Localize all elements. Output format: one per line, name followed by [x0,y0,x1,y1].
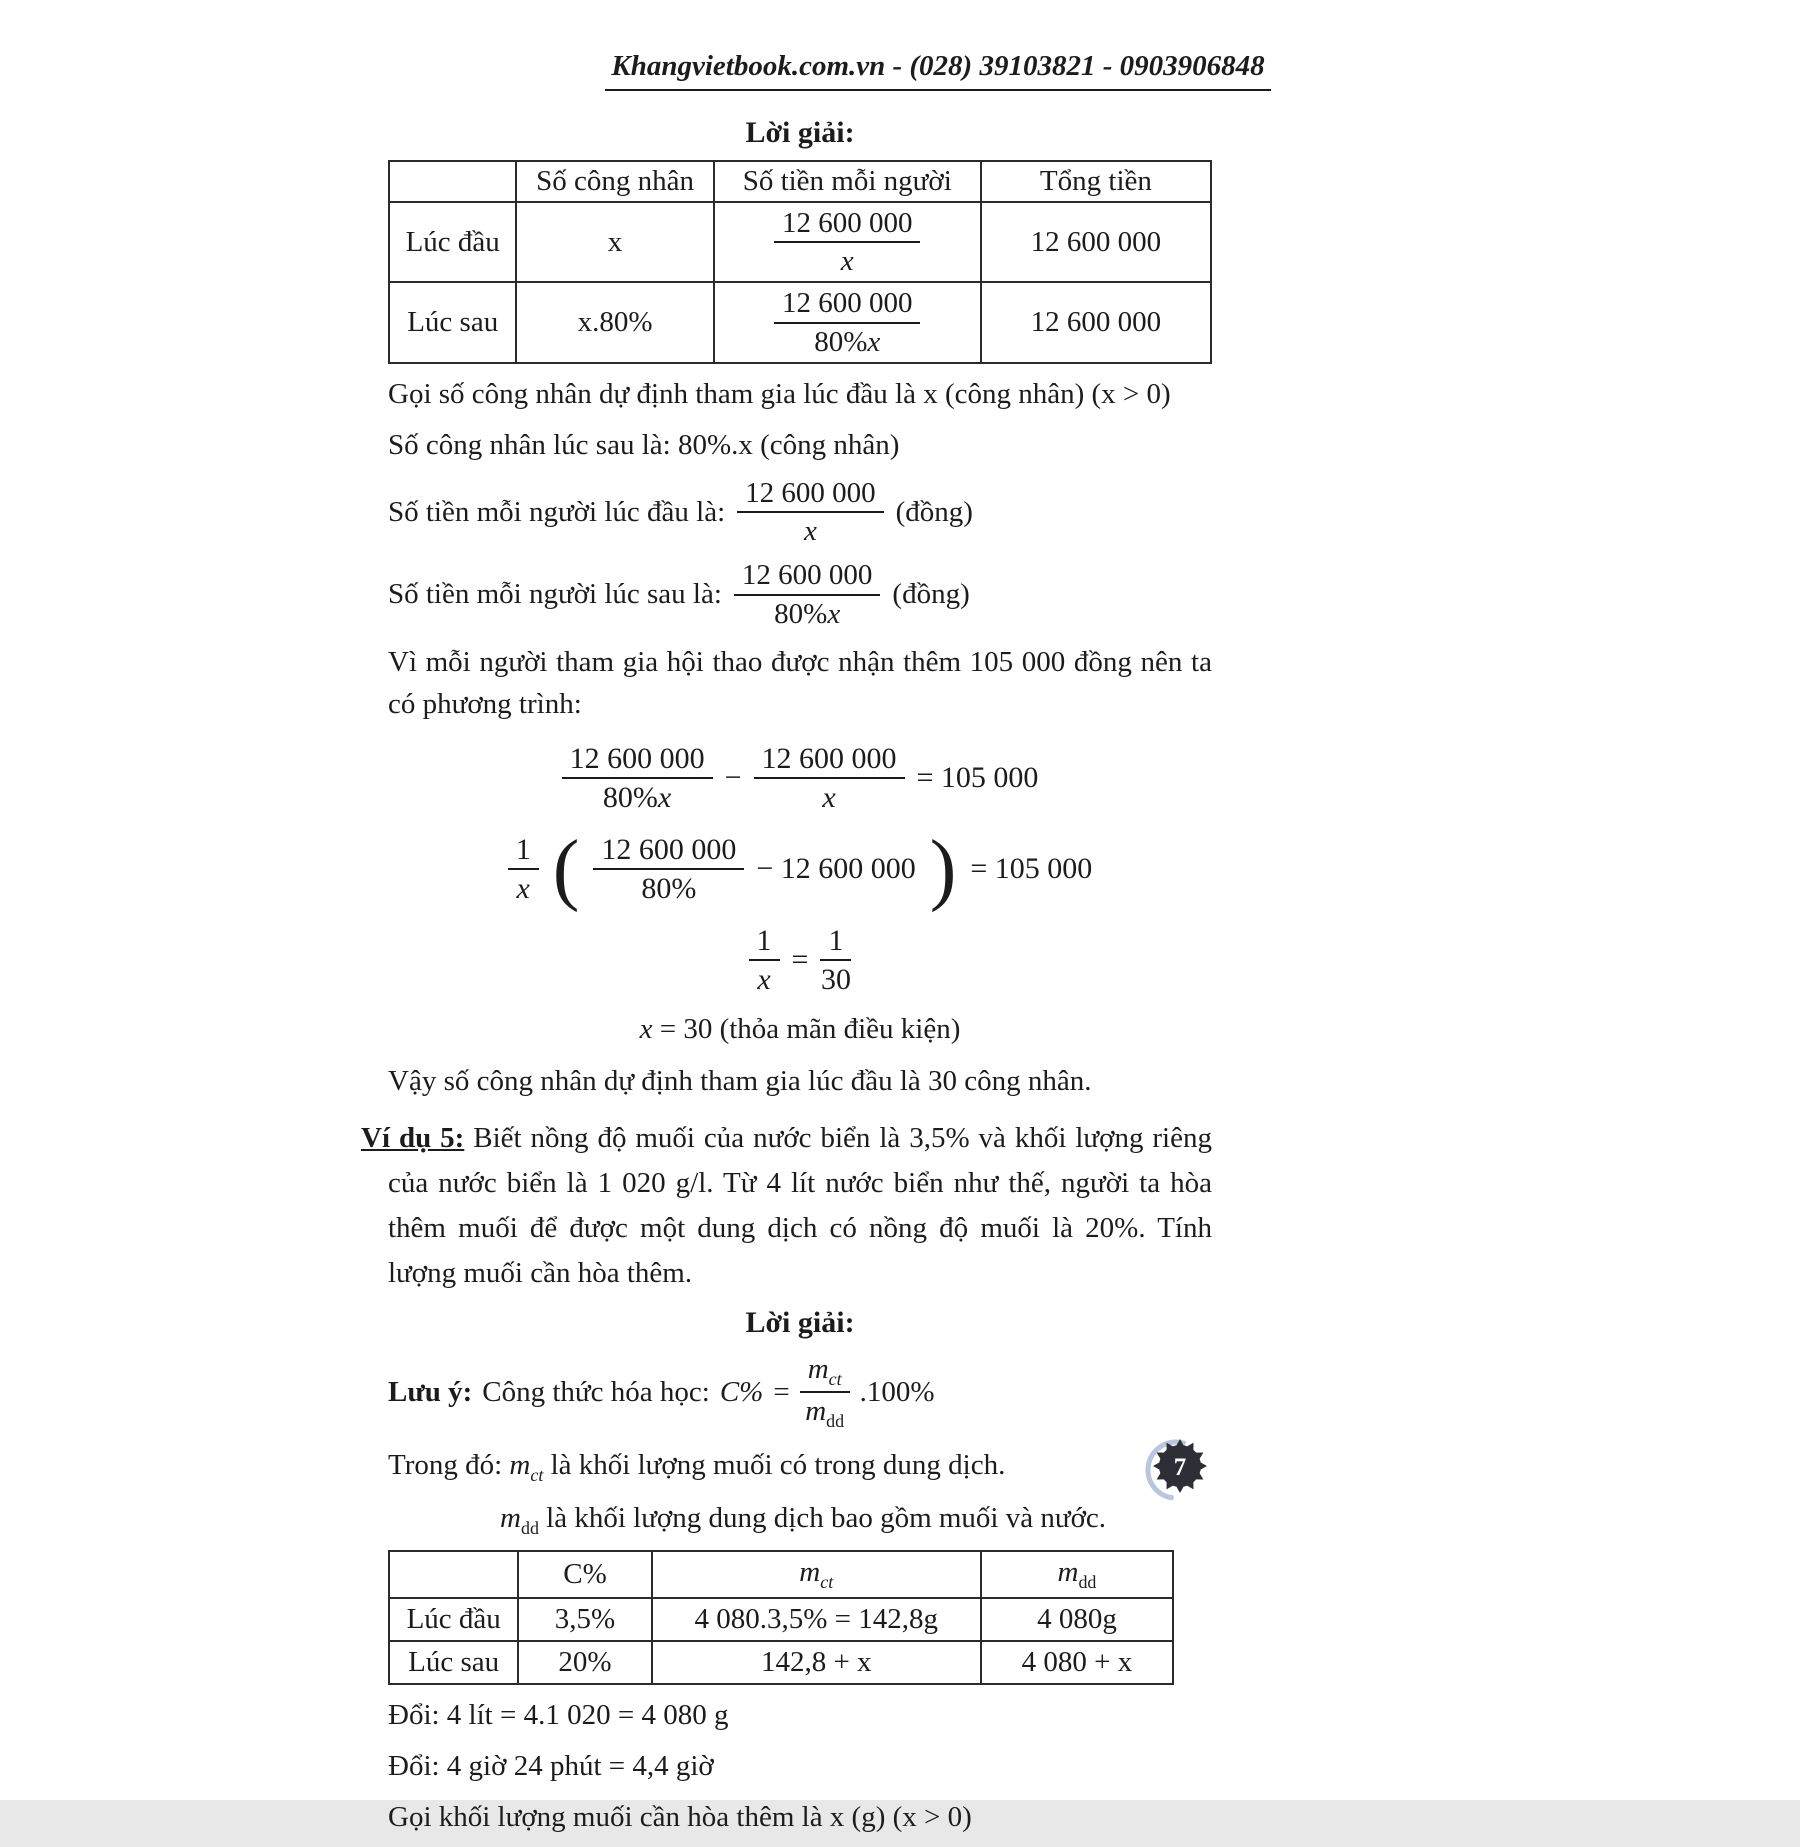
mass-symbol: m [500,1501,521,1534]
fraction: $\frac{12 600 000}{x}$ [737,476,884,548]
cell-workers: x.80% [516,282,713,362]
cell-concentration: 3,5% [518,1598,651,1641]
page-header [0,50,1800,91]
conversion-line-2: Đổi: 4 giờ 24 phút = 4,4 giờ [388,1749,714,1782]
mass-symbol: m [1057,1555,1079,1588]
paragraph: Vì mỗi người tham gia hội thao được nhận thêm 105 000 đồng nên ta có phương trình: [388,645,1212,720]
conclusion-paragraph: Vậy số công nhân dự định tham gia lúc đầu là 30 công nhân. [388,1065,1092,1098]
formula-lhs: C% [719,1375,764,1408]
solution-title-1: Lời giải: [745,116,855,149]
header-cell-empty [389,1551,518,1598]
fraction: $\frac{12 600 000}{80\%x}$ [774,286,921,358]
note-text: Công thức hóa học: [482,1375,710,1408]
assumption-line: Gọi khối lượng muối cần hòa thêm là x (g) (x > 0) [388,1800,972,1833]
row-label: Lúc sau [389,1641,518,1684]
fraction: $\frac{1}{x}$ [749,923,780,998]
equation-3 [388,923,1212,998]
paragraph: Số công nhân lúc sau là: 80%.x (công nhân) [388,428,900,461]
den-coefficient: 80% [814,325,868,358]
paragraph: Gọi số công nhân dự định tham gia lúc đầu là x (công nhân) (x > 0) [388,377,1171,410]
fraction: $\frac{12 600 000}{80\%x}$ [562,741,713,816]
equation-4 [388,1013,1212,1046]
example-5 [361,1116,1212,1296]
cell-concentration: 20% [518,1641,651,1684]
note-line [388,1352,1212,1432]
equation-2: $\frac{1}{x}$ ( $\frac{12 600 000}{80\%}$ − 12 600 000 ) = 105 000 [388,832,1212,907]
table-header-row [389,1551,1173,1598]
table-row [389,1641,1173,1684]
minus-term: − 12 600 000 [756,852,916,886]
fraction: $\frac{1}{30}$ [820,923,851,996]
where-text: là khối lượng dung dịch bao gồm muối và nước. [538,1501,1107,1534]
header-cell-workers: Số công nhân [516,161,713,202]
subscript: dd [520,1517,539,1538]
equation-rhs: = 105 000 [916,761,1039,795]
money-after-line [388,558,1212,630]
header-cell-empty [389,161,516,202]
example-label: Ví dụ 5: [361,1122,465,1155]
page-number: 7 [1173,1454,1187,1481]
cell-mct: 4 080.3,5% = 142,8g [652,1598,981,1641]
table-row [389,1598,1173,1641]
cell-total: 12 600 000 [981,202,1211,282]
cell-money-fraction [714,202,981,282]
line-suffix: (đồng) [892,578,970,611]
subscript: ct [820,1571,834,1592]
header-cell-mct [652,1551,981,1598]
line-prefix: Số tiền mỗi người lúc sau là: [388,578,722,611]
table-row [389,282,1211,362]
minus-operator: − [724,761,742,795]
page-number-badge [1146,1434,1214,1502]
den-variable: x [867,325,881,358]
page-content [361,112,1212,1847]
fraction: $\frac{12 600 000}{x}$ [774,206,921,278]
cell-total: 12 600 000 [981,282,1211,362]
line-suffix: (đồng) [895,495,973,528]
money-first-line [388,476,1212,548]
den-variable: x [657,781,672,815]
where-line-1 [388,1444,1212,1488]
equals-sign: = [791,942,809,976]
cell-mdd: 4 080 + x [981,1641,1173,1684]
conversion-line-1: Đổi: 4 lít = 4.1 020 = 4 080 g [388,1698,729,1731]
row-label: Lúc đầu [389,1598,518,1641]
fraction: $\frac{12 600 000}{80\%x}$ [734,558,881,630]
equation-result: = 30 (thỏa mãn điều kiện) [659,1013,961,1046]
solution-title-2: Lời giải: [745,1306,855,1340]
row-label: Lúc đầu [389,202,516,282]
where-prefix: Trong đó: [388,1449,503,1482]
line-prefix: Số tiền mỗi người lúc đầu là: [388,495,726,528]
where-text: là khối lượng muối có trong dung dịch. [543,1449,1006,1482]
subscript: ct [530,1464,544,1485]
header-text: Khangvietbook.com.vn - (028) 39103821 - 0903906848 [605,50,1270,91]
row-label: Lúc sau [389,282,516,362]
header-cell-mdd [981,1551,1173,1598]
cell-mdd: 4 080g [981,1598,1173,1641]
subscript: ct [828,1368,842,1389]
table-row [389,202,1211,282]
table-header-row [389,161,1211,202]
mass-symbol: m [509,1449,531,1482]
header-cell-money-each: Số tiền mỗi người [714,161,981,202]
cell-money-fraction [714,282,981,362]
fraction: $\frac{12 600 000}{80\%}$ [593,832,744,907]
equation-1 [388,741,1212,816]
subscript: dd [826,1410,845,1431]
mass-symbol: m [807,1353,829,1386]
mass-symbol: m [805,1395,827,1428]
fraction: $\frac{1}{x}$ [508,832,539,907]
fraction: $\frac{12 600 000}{x}$ [754,741,905,816]
den-coefficient: 80% [602,781,658,815]
header-cell-concentration: C% [518,1551,651,1598]
variable-x: x [639,1013,653,1046]
subscript: dd [1078,1571,1097,1592]
header-cell-total: Tổng tiền [981,161,1211,202]
formula-suffix: .100% [859,1375,935,1408]
workers-table [388,160,1212,364]
cell-mct: 142,8 + x [652,1641,981,1684]
cell-workers: x [516,202,713,282]
note-label: Lưu ý: [388,1375,473,1408]
mass-symbol: m [799,1555,821,1588]
gear-icon [1146,1434,1214,1502]
den-coefficient: 80% [774,597,828,630]
concentration-table [388,1550,1174,1685]
example-text: Biết nồng độ muối của nước biển là 3,5% và khối lượng riêng của nước biển là 1 020 g/l. Từ 4 lít nước biển như thế, người ta hòa thêm muối để được một dung dịch có nồng độ muối là 20%. Tính lượng muối cần hòa thêm. [388,1122,1212,1290]
equation-rhs: = 105 000 [970,852,1093,886]
den-variable: x [827,597,841,630]
equals-sign: = [773,1375,790,1408]
fraction [800,1352,850,1432]
where-line-2 [388,1497,1212,1541]
